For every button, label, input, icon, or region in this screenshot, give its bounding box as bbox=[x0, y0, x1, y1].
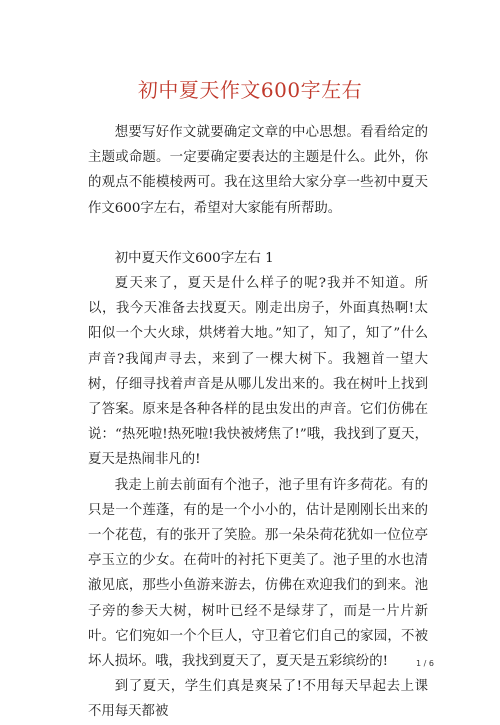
document-body bbox=[88, 120, 428, 725]
document-title: 初中夏天作文600字左右 bbox=[137, 78, 363, 102]
body-paragraph: 到了夏天，学生们真是爽呆了!不用每天早起去上课不用每天都被 bbox=[88, 679, 428, 720]
intro-paragraph: 想要写好作文就要确定文章的中心思想。看看给定的主题或命题。一定要确定要表达的主题是什么。此外，你的观点不能模棱两可。我在这里给大家分享一些初中夏天作文600字左右，希望对大家能有所帮助。 bbox=[88, 125, 428, 216]
page-number: 1 / 6 bbox=[416, 659, 434, 668]
body-paragraph: 我走上前去前面有个池子，池子里有许多荷花。有的只是一个莲蓬，有的是一个小小的，估计是刚刚长出来的一个花苞，有的张开了笑脸。那一朵朵荷花犹如一位位亭亭玉立的少女。在荷叶的衬托下更美了。池子里的水也清澈见底，那些小鱼游来游去，仿佛在欢迎我们的到来。池子旁的参天大树，树叶已经不是绿芽了，而是一片片新叶。它们宛如一个个巨人，守卫着它们自己的家园，不被坏人损坏。哦，我找到夏天了，夏天是五彩缤纷的! bbox=[88, 477, 428, 670]
section-heading: 初中夏天作文600字左右 1 bbox=[114, 250, 274, 266]
body-paragraph: 夏天来了，夏天是什么样子的呢?我并不知道。所以，我今天准备去找夏天。刚走出房子，外面真热啊!太阳似一个大火球，烘烤着大地。”知了，知了，知了”什么声音?我闻声寻去，来到了一棵大树下。我翘首一望大树，仔细寻找着声音是从哪儿发出来的。我在树叶上找到了答案。原来是各种各样的昆虫发出的声音。它们仿佛在说：“热死啦!热死啦!我快被烤焦了!”哦，我找到了夏天，夏天是热闹非凡的! bbox=[88, 276, 428, 468]
